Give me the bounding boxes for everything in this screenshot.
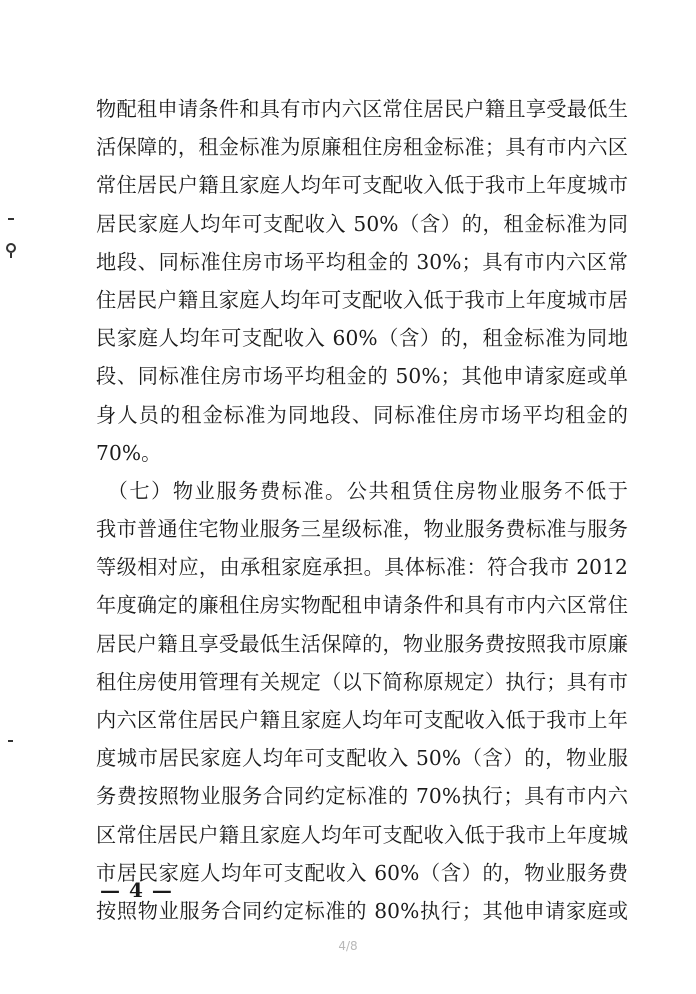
text-line: 按照物业服务合同约定标准的 80%执行；其他申请家庭或	[96, 898, 628, 923]
text-line: 租住房使用管理有关规定（以下简称原规定）执行；具有市	[96, 669, 628, 694]
page-number-footer: — 4 —	[100, 878, 173, 902]
text-line: 居民户籍且享受最低生活保障的，物业服务费按照我市原廉	[96, 631, 628, 656]
text-line: 地段、同标准住房市场平均租金的 30%；具有市内六区常	[96, 249, 628, 274]
text-line: 常住居民户籍且家庭人均年可支配收入低于我市上年度城市	[96, 173, 628, 198]
binding-hole-icon	[6, 243, 16, 253]
text-line: 身人员的租金标准为同地段、同标准住房市场平均租金的	[96, 402, 628, 427]
text-line: 内六区常住居民户籍且家庭人均年可支配收入低于我市上年	[96, 708, 628, 732]
text-line: 住居民户籍且家庭人均年可支配收入低于我市上年度城市居	[96, 287, 628, 312]
text-line: 70%。	[96, 440, 162, 465]
text-line: 度城市居民家庭人均年可支配收入 50%（含）的，物业服	[96, 746, 628, 771]
text-line: 市居民家庭人均年可支配收入 60%（含）的，物业服务费	[96, 860, 628, 885]
text-line: 民家庭人均年可支配收入 60%（含）的，租金标准为同地	[96, 326, 628, 351]
text-line: 我市普通住宅物业服务三星级标准，物业服务费标准与服务	[96, 517, 628, 542]
text-line: 等级相对应，由承租家庭承担。具体标准：符合我市 2012	[96, 555, 628, 580]
binding-mark	[8, 218, 14, 220]
pager-indicator: 4/8	[338, 939, 358, 953]
text-line: 居民家庭人均年可支配收入 50%（含）的，租金标准为同	[96, 211, 628, 236]
text-line: 段、同标准住房市场平均租金的 50%；其他申请家庭或单	[96, 364, 628, 389]
text-line: 区常住居民户籍且家庭人均年可支配收入低于我市上年度城	[96, 822, 628, 847]
text-line: 活保障的，租金标准为原廉租住房租金标准；具有市内六区	[96, 135, 628, 160]
text-line: （七）物业服务费标准。公共租赁住房物业服务不低于	[96, 478, 628, 503]
text-line: 年度确定的廉租住房实物配租申请条件和具有市内六区常住	[96, 593, 628, 618]
binding-mark	[8, 740, 13, 742]
text-line: 务费按照物业服务合同约定标准的 70%执行；具有市内六	[96, 784, 628, 809]
body-text	[96, 90, 628, 930]
text-line: 物配租申请条件和具有市内六区常住居民户籍且享受最低生	[96, 97, 628, 121]
